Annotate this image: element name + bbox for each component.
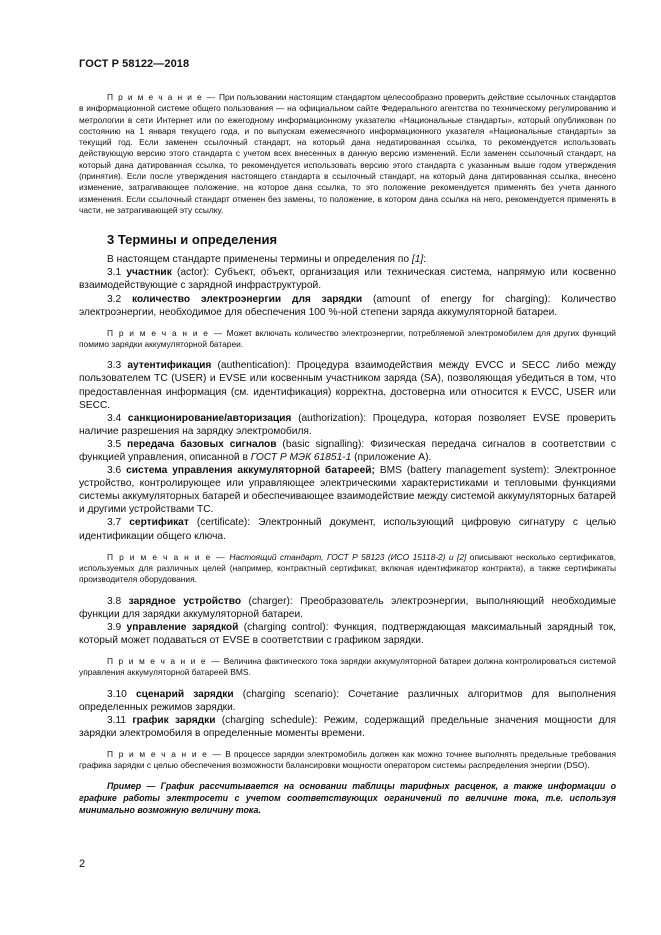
document-header: ГОСТ Р 58122—2018 xyxy=(79,58,190,70)
term-definition: (charging schedule): Режим, содержащий предельные значения мощности для зарядки электромобиля в определенные моменты времени. xyxy=(79,714,617,739)
term-definition: (charging control): Функция, подтверждающая максимальный зарядный ток, который может подаваться от EVSE в соответствии с графиком зарядки. xyxy=(79,621,616,646)
note-3-2 xyxy=(79,328,616,351)
term-definition-tail: (приложение А). xyxy=(351,451,432,463)
example-paragraph: Пример — График рассчитывается на основании таблицы тарифных расценок, а также информации о графике работы электросети с учетом соответствующих ограничений по величине тока, т.е. используя минимально возможную величину тока. xyxy=(79,781,616,816)
note-reference: Настоящий стандарт, ГОСТ Р 58123 (ИСО 15118-2) и [2] xyxy=(229,551,467,562)
term-name: график зарядки xyxy=(132,714,216,726)
note-text: Величина фактического тока зарядки аккумуляторной батареи должна контролироваться системой управления аккумуляторной батареей BMS. xyxy=(79,655,616,678)
note-label: П р и м е ч а н и е — xyxy=(107,551,226,562)
note-3-7 xyxy=(79,552,616,586)
term-3-4 xyxy=(79,412,616,438)
term-3-3 xyxy=(79,359,616,411)
term-name: система управления аккумуляторной батареей; xyxy=(126,465,375,477)
note-label: П р и м е ч а н и е — xyxy=(107,655,221,666)
term-number: 3.5 xyxy=(107,438,128,450)
term-name: санкционирование/авторизация xyxy=(127,412,292,424)
page-number: 2 xyxy=(79,858,86,870)
term-3-6 xyxy=(79,464,616,516)
term-3-2 xyxy=(79,293,616,319)
term-number: 3.6 xyxy=(107,465,127,477)
intro-text: В настоящем стандарте применены термины и определения по xyxy=(107,254,412,266)
term-name: сертификат xyxy=(129,517,189,529)
reference-note xyxy=(79,92,616,216)
term-number: 3.4 xyxy=(107,412,128,424)
term-3-1 xyxy=(79,266,616,292)
term-reference: ГОСТ Р МЭК 61851-1 xyxy=(250,451,352,463)
term-definition: (authentication): Процедура взаимодействия между EVCC и SECC либо между пользователем ТС (USER) и EVSE или косвенным участником заряда (SA), позволяющая убедиться в том, что предоставленная информация (см. идентификация) корректна, достоверна или относится к EVCC, USER или SECC. xyxy=(79,360,616,411)
term-name: участник xyxy=(126,267,172,279)
intro-ref: [1] xyxy=(411,254,424,266)
note-3-9 xyxy=(79,656,616,679)
term-name: сценарий зарядки xyxy=(135,688,234,700)
term-3-7 xyxy=(79,516,616,542)
note-label: П р и м е ч а н и е — xyxy=(107,92,217,102)
note-text: В процессе зарядки электромобиль должен как можно точнее выполнять предельные требования графика зарядки с целью обеспечения возможности балансировки мощности оператором системы распределения энергии (DSO). xyxy=(79,748,616,771)
term-3-5 xyxy=(79,438,616,464)
intro-tail: : xyxy=(423,254,427,266)
term-name: количество электроэнергии для зарядки xyxy=(132,293,363,305)
term-3-8 xyxy=(79,595,616,621)
term-number: 3.1 xyxy=(107,267,127,279)
term-definition: (certificate): Электронный документ, использующий цифровую сигнатуру с целью идентификации общего ключа. xyxy=(79,517,616,542)
term-number: 3.3 xyxy=(107,360,128,372)
term-definition: (authorization): Процедура, которая позволяет EVSE проверить наличие разрешения на зарядку электромобиля. xyxy=(79,412,616,437)
term-name: аутентификация xyxy=(127,360,212,372)
note-text: Может включать количество электроэнергии, потребляемой электромобилем для других функций помимо зарядки аккумуляторной батареи. xyxy=(79,327,616,350)
term-number: 3.11 xyxy=(107,714,133,726)
note-label: П р и м е ч а н и е — xyxy=(107,327,224,338)
term-number: 3.2 xyxy=(107,293,132,305)
term-number: 3.10 xyxy=(107,688,136,700)
term-definition: (basic signalling): Физическая передача сигналов в соответствии с функцией управления, описанной в xyxy=(79,438,616,463)
note-text: При пользовании настоящим стандартом целесообразно проверить действие ссылочных стандартов в информационной системе общего пользования — на официальном сайте Федерального агентства по техническому регулированию и метрологии в сети Интернет или по ежегодному информационному указателю «Национальные стандарты», который опубликован по состоянию на 1 января текущего года, и по выпускам ежемесячного информационного указателя «Национальные стандарты» за текущий год. Если заменен ссылочный стандарт, на который дана недатированная ссылка, то рекомендуется использовать действующую версию этого стандарта с учетом всех внесенных в данную версию изменений. Если заменен ссылочный стандарт, на который дана датированная ссылка, то рекомендуется использовать версию этого стандарта с указанным выше годом утверждения (принятия). Если после утверждения настоящего стандарта в ссылочный стандарт, на который дана датированная ссылка, внесено изменение, затрагивающее положение, на которое дана ссылка, то это положение рекомендуется применять без учета данного изменения. Если ссылочный стандарт отменен без замены, то положение, в котором дана ссылка на него, рекомендуется применять в части, не затрагивающей эту ссылку. xyxy=(79,92,617,215)
note-3-11 xyxy=(79,749,616,772)
note-text: описывают несколько сертификатов, используемых для различных целей (например, контрактный сертификат, включая идентификатор контракта), а также сертификаты производителя оборудования. xyxy=(79,551,616,585)
section-title: 3 Термины и определения xyxy=(107,232,278,248)
term-number: 3.9 xyxy=(107,621,127,633)
term-name: передача базовых сигналов xyxy=(127,438,277,450)
term-name: управление зарядкой xyxy=(126,621,239,633)
term-number: 3.8 xyxy=(107,595,129,607)
term-definition: (actor): Субъект, объект, организация или техническая система, напрямую или косвенно взаимодействующие с зарядной инфраструктурой. xyxy=(79,267,616,292)
page-content xyxy=(79,92,616,816)
term-3-11 xyxy=(79,714,616,740)
term-number: 3.7 xyxy=(107,517,130,529)
term-3-9 xyxy=(79,621,616,647)
section-intro xyxy=(79,253,616,266)
note-label: П р и м е ч а н и е — xyxy=(107,748,223,759)
term-definition: (charger): Преобразователь электроэнергии, выполняющий необходимые функции для зарядки аккумуляторной батареи. xyxy=(79,595,617,620)
term-name: зарядное устройство xyxy=(128,595,242,607)
term-definition: (charging scenario): Сочетание различных алгоритмов для выполнения определенных режимов зарядки. xyxy=(79,688,616,713)
term-definition: BMS (battery management system): Электронное устройство, контролирующее или управляющее электрическими характеристиками и тепловыми функциями системы аккумуляторных батарей и обеспечивающее взаимодействие между системой аккумуляторных батарей и другими устройствами ТС. xyxy=(79,465,616,516)
term-3-10 xyxy=(79,688,616,714)
term-definition: (amount of energy for charging): Количество электроэнергии, необходимое для обеспечения 100 %-ной степени заряда аккумуляторной батареи. xyxy=(79,293,616,318)
